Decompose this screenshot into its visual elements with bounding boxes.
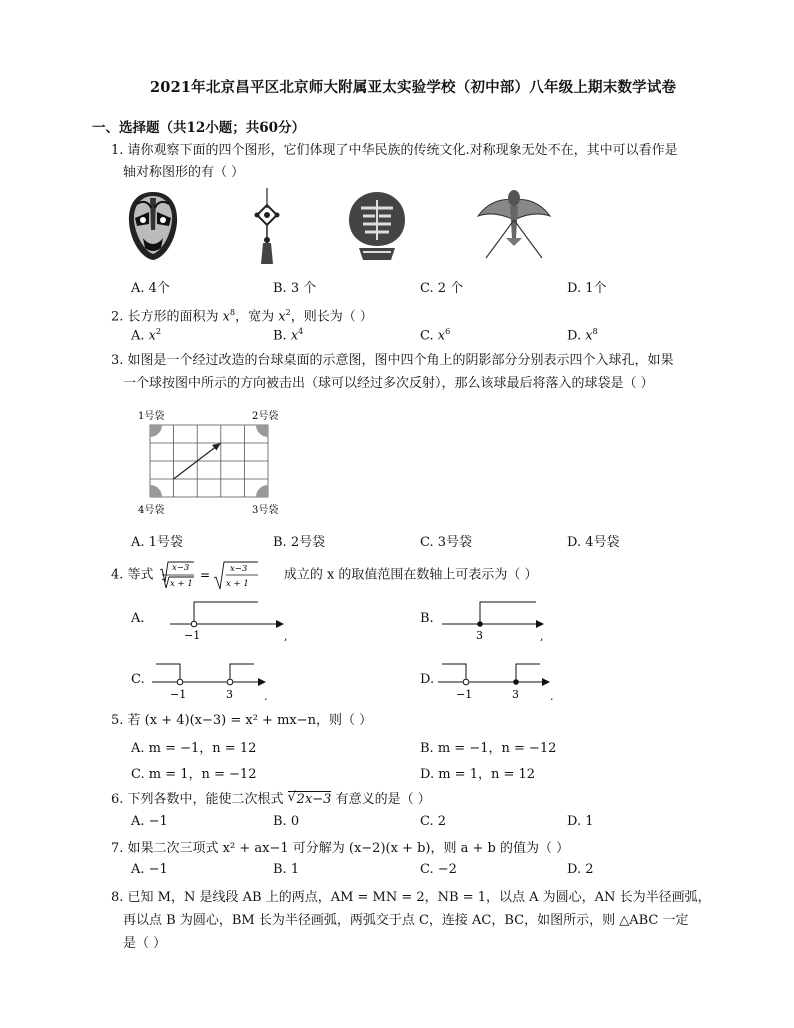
svg-text:.: . <box>550 690 554 703</box>
pocket-4-label: 4号袋 <box>138 505 165 516</box>
q7-option-a[interactable]: A. −1 <box>131 862 168 877</box>
q4-option-d-label[interactable]: D. <box>420 672 435 687</box>
q6-radicand: 2x−3 <box>296 792 332 807</box>
svg-text:,: , <box>540 630 544 643</box>
q7-option-c[interactable]: C. −2 <box>420 862 457 877</box>
q2-prefix: 2. 长方形的面积为 <box>111 309 223 325</box>
q5-option-d[interactable]: D. m = 1，n = 12 <box>420 767 536 782</box>
opera-mask-figure <box>125 190 181 262</box>
q1-option-c[interactable]: C. 2 个 <box>420 281 464 296</box>
q7-option-b[interactable]: B. 1 <box>273 862 300 877</box>
q2-option-d-var: x <box>585 328 593 344</box>
q2-option-c-var: x <box>437 328 446 344</box>
svg-text:=: = <box>199 568 210 582</box>
q2-option-b-exp: 4 <box>298 327 304 336</box>
q4-option-b-numberline[interactable] <box>440 596 550 644</box>
q3-option-b[interactable]: B. 2号袋 <box>273 535 326 550</box>
pocket-2-label: 2号袋 <box>252 411 279 422</box>
q2-option-d-label: D. <box>567 328 586 344</box>
q2-option-b[interactable] <box>273 327 303 343</box>
q2-mid1: ，宽为 <box>235 309 279 325</box>
q2-exp-area: 8 <box>230 308 236 317</box>
q4-a-tick: −1 <box>184 629 201 642</box>
q2-option-a-exp: 2 <box>156 327 162 336</box>
q7-option-d[interactable]: D. 2 <box>567 862 594 877</box>
q4-option-c-label[interactable]: C. <box>131 672 145 687</box>
kite-figure <box>476 186 552 266</box>
q4-option-a-label[interactable]: A. <box>131 611 145 626</box>
q3-option-c[interactable]: C. 3号袋 <box>420 535 473 550</box>
q2-option-b-var: x <box>290 328 299 344</box>
q2-option-b-label: B. <box>273 328 291 344</box>
q4-option-b-label[interactable]: B. <box>420 611 434 626</box>
q4-b-tick: 3 <box>476 629 483 642</box>
q2-var-area: x <box>222 309 231 325</box>
q2-exp-width: 2 <box>285 308 291 317</box>
question-1-line2: 轴对称图形的有（ ） <box>123 165 245 180</box>
q4-prefix: 4. 等式 <box>111 567 154 583</box>
q4-option-d-numberline[interactable] <box>436 658 558 706</box>
double-happiness-figure <box>345 190 409 264</box>
q6-suffix: 有意义的是（ ） <box>331 792 431 807</box>
q1-option-a[interactable]: A. 4个 <box>131 281 170 296</box>
q6-option-b[interactable]: B. 0 <box>273 814 300 829</box>
q6-option-d[interactable]: D. 1 <box>567 814 594 829</box>
q4-c-tick-3: 3 <box>226 688 233 701</box>
q4-d-tick-3: 3 <box>512 688 519 701</box>
svg-text:.: . <box>264 690 268 703</box>
question-3-line2: 一个球按图中所示的方向被击出（球可以经过多次反射），那么该球最后将落入的球袋是（ ） <box>123 376 654 391</box>
pocket-3-label: 3号袋 <box>252 505 279 516</box>
q4-option-a-numberline[interactable] <box>168 596 288 644</box>
question-3-line1: 3. 如图是一个经过改造的台球桌面的示意图，图中四个角上的阴影部分分别表示四个入球孔，如果 <box>111 353 674 368</box>
question-8-line1: 8. 已知 M，N 是线段 AB 上的两点，AM = MN = 2，NB = 1，以点 A 为圆心，AN 长为半径画弧， <box>111 890 711 905</box>
question-2-stem <box>111 302 373 328</box>
q4-left-den: x + 1 <box>169 579 193 589</box>
page-title: 2021年北京昌平区北京师大附属亚太实验学校（初中部）八年级上期末数学试卷 <box>150 79 677 96</box>
q6-prefix: 6. 下列各数中，能使二次根式 <box>111 792 288 807</box>
q4-left-num: x−3 <box>171 563 190 573</box>
q4-suffix: 成立的 x 的取值范围在数轴上可表示为（ ） <box>283 567 538 583</box>
q2-option-d[interactable] <box>567 327 598 343</box>
q6-option-a[interactable]: A. −1 <box>131 814 168 829</box>
q2-option-a-var: x <box>148 328 156 344</box>
question-4-stem <box>111 560 538 590</box>
q5-option-c[interactable]: C. m = 1，n = −12 <box>131 767 257 782</box>
q5-option-b[interactable]: B. m = −1，n = −12 <box>420 741 557 756</box>
q3-option-a[interactable]: A. 1号袋 <box>131 535 183 550</box>
question-7-stem: 7. 如果二次三项式 x² + ax−1 可分解为 (x−2)(x + b)，则 a + b 的值为（ ） <box>111 841 570 856</box>
q6-radical: √ 2x−3 <box>287 790 332 807</box>
question-6-stem <box>111 789 431 811</box>
question-8-line2: 再以点 B 为圆心，BM 长为半径画弧，两弧交于点 C，连接 AC，BC，如图所示，则 △ABC 一定 <box>123 913 689 928</box>
q2-option-a-label: A. <box>131 328 149 344</box>
q4-right-num: x−3 <box>229 564 248 574</box>
q4-c-tick-neg1: −1 <box>170 688 187 701</box>
q1-option-d[interactable]: D. 1个 <box>567 281 607 296</box>
q2-option-c-label: C. <box>420 328 438 344</box>
q2-option-d-exp: 8 <box>592 327 598 336</box>
q3-option-d[interactable]: D. 4号袋 <box>567 535 620 550</box>
q4-option-c-numberline[interactable] <box>150 658 274 706</box>
q2-option-c[interactable] <box>420 327 450 343</box>
q1-option-b[interactable]: B. 3 个 <box>273 281 317 296</box>
q2-option-a[interactable] <box>131 327 161 343</box>
q5-option-a[interactable]: A. m = −1，n = 12 <box>131 741 257 756</box>
q2-mid2: ，则长为（ ） <box>290 309 373 325</box>
question-8-line3: 是（ ） <box>123 936 167 951</box>
svg-text:,: , <box>284 630 288 643</box>
question-5-stem: 5. 若 (x + 4)(x−3) = x² + mx−n，则（ ） <box>111 713 373 728</box>
q2-option-c-exp: 6 <box>445 327 451 336</box>
q6-option-c[interactable]: C. 2 <box>420 814 447 829</box>
pocket-1-label: 1号袋 <box>138 411 165 422</box>
section-heading: 一、选择题（共12小题；共60分） <box>92 120 306 136</box>
q4-d-tick-neg1: −1 <box>456 688 473 701</box>
chinese-knot-figure <box>252 188 282 266</box>
q4-equation <box>158 560 280 590</box>
billiard-table-figure <box>136 405 296 517</box>
q4-right-den: x + 1 <box>225 579 249 589</box>
q2-var-width: x <box>278 309 286 325</box>
question-1-line1: 1. 请你观察下面的四个图形，它们体现了中华民族的传统文化.对称现象无处不在，其中可以看作是 <box>111 143 678 158</box>
